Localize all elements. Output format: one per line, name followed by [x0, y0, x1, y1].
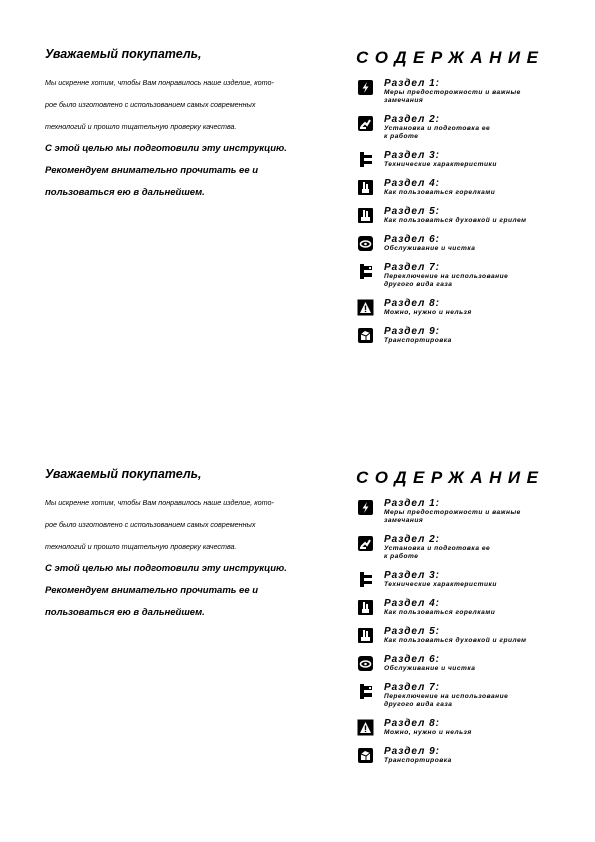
- toc-section-description: Меры предосторожности и важные: [384, 509, 521, 516]
- toc-section-heading: Раздел 4:: [384, 598, 440, 609]
- transport-icon: [357, 327, 374, 344]
- toc-item-section-2: [356, 534, 566, 561]
- intro-line: Мы искренне хотим, чтобы Вам понравилось наше изделие, кото-: [45, 498, 274, 507]
- emphasis-line: Рекомендуем внимательно прочитать ее и: [45, 165, 259, 176]
- toc-section-heading: Раздел 5:: [384, 206, 440, 217]
- toc-section-description: замечания: [384, 97, 424, 104]
- toc-section-description: Переключение на использование: [384, 693, 509, 700]
- toc-item-section-3: [356, 570, 566, 589]
- emphasis-line: С этой целью мы подготовили эту инструкцию.: [45, 143, 287, 154]
- toc-section-description: Обслуживание и чистка: [384, 665, 476, 672]
- toc-section-description: Переключение на использование: [384, 273, 509, 280]
- manual-section-top: [0, 40, 595, 420]
- toc-section-description: Меры предосторожности и важные: [384, 89, 521, 96]
- toc-section-description: Транспортировка: [384, 757, 452, 764]
- install-icon: [357, 535, 374, 552]
- toc-section-description: Как пользоваться духовкой и грилем: [384, 637, 527, 644]
- toc-item-section-3: [356, 150, 566, 169]
- toc-section-heading: Раздел 8:: [384, 718, 440, 729]
- intro-line: технологий и прошло тщательную проверку качества.: [45, 122, 237, 131]
- toc-section-heading: Раздел 9:: [384, 326, 440, 337]
- toc-item-section-5: [356, 206, 566, 225]
- gas-switch-icon: [357, 263, 374, 280]
- emphasis-line: пользоваться ею в дальнейшем.: [45, 607, 205, 618]
- emphasis-line: С этой целью мы подготовили эту инструкцию.: [45, 563, 287, 574]
- toc-item-section-5: [356, 626, 566, 645]
- intro-line: Мы искренне хотим, чтобы Вам понравилось наше изделие, кото-: [45, 78, 274, 87]
- toc-title: СОДЕРЖАНИЕ: [356, 468, 545, 487]
- toc-title: СОДЕРЖАНИЕ: [356, 48, 545, 67]
- toc-section-description: Можно, нужно и нельзя: [384, 729, 472, 736]
- greeting-heading: Уважаемый покупатель,: [45, 47, 202, 61]
- burner-hand-icon: [357, 599, 374, 616]
- toc-section-description: Установка и подготовка ее: [384, 125, 491, 132]
- toc-section-description: Обслуживание и чистка: [384, 245, 476, 252]
- lightning-icon: [357, 79, 374, 96]
- toc-section-heading: Раздел 6:: [384, 654, 440, 665]
- toc-section-heading: Раздел 2:: [384, 534, 440, 545]
- table-of-contents: [356, 48, 566, 354]
- toc-item-section-4: [356, 178, 566, 197]
- toc-item-section-8: [356, 298, 566, 317]
- cleaning-icon: [357, 655, 374, 672]
- toc-section-heading: Раздел 7:: [384, 262, 440, 273]
- toc-section-heading: Раздел 3:: [384, 150, 440, 161]
- intro-line: рое было изготовлено с использованием самых современных: [45, 520, 256, 529]
- toc-section-heading: Раздел 8:: [384, 298, 440, 309]
- welcome-text: [45, 467, 335, 624]
- greeting-heading: Уважаемый покупатель,: [45, 467, 202, 481]
- emphasis-line: Рекомендуем внимательно прочитать ее и: [45, 585, 259, 596]
- toc-section-description: Как пользоваться горелками: [384, 609, 496, 616]
- toc-section-description: Как пользоваться духовкой и грилем: [384, 217, 527, 224]
- toc-item-section-7: [356, 262, 566, 289]
- table-of-contents: [356, 468, 566, 774]
- toc-section-heading: Раздел 1:: [384, 498, 440, 509]
- toc-item-section-1: [356, 78, 566, 105]
- warning-icon: [357, 719, 374, 736]
- toc-item-section-2: [356, 114, 566, 141]
- transport-icon: [357, 747, 374, 764]
- toc-section-heading: Раздел 6:: [384, 234, 440, 245]
- toc-item-section-6: [356, 654, 566, 673]
- warning-icon: [357, 299, 374, 316]
- toc-section-heading: Раздел 2:: [384, 114, 440, 125]
- toc-section-heading: Раздел 7:: [384, 682, 440, 693]
- oven-hand-icon: [357, 627, 374, 644]
- toc-item-section-8: [356, 718, 566, 737]
- toc-item-section-7: [356, 682, 566, 709]
- manual-section-bottom: [0, 460, 595, 840]
- intro-line: рое было изготовлено с использованием самых современных: [45, 100, 256, 109]
- toc-section-description: Транспортировка: [384, 337, 452, 344]
- toc-section-description: Технические характеристики: [384, 161, 497, 168]
- emphasis-line: пользоваться ею в дальнейшем.: [45, 187, 205, 198]
- toc-section-description: Установка и подготовка ее: [384, 545, 491, 552]
- welcome-text: [45, 47, 335, 204]
- gas-switch-icon: [357, 683, 374, 700]
- toc-section-description: Можно, нужно и нельзя: [384, 309, 472, 316]
- toc-item-section-4: [356, 598, 566, 617]
- toc-item-section-9: [356, 326, 566, 345]
- install-icon: [357, 115, 374, 132]
- toc-section-description: Технические характеристики: [384, 581, 497, 588]
- toc-item-section-6: [356, 234, 566, 253]
- lightning-icon: [357, 499, 374, 516]
- specs-icon: [357, 571, 374, 588]
- oven-hand-icon: [357, 207, 374, 224]
- toc-section-heading: Раздел 4:: [384, 178, 440, 189]
- toc-section-description: к работе: [384, 133, 419, 140]
- toc-section-heading: Раздел 1:: [384, 78, 440, 89]
- toc-section-description: другого вида газа: [384, 701, 453, 708]
- toc-section-heading: Раздел 5:: [384, 626, 440, 637]
- cleaning-icon: [357, 235, 374, 252]
- toc-section-heading: Раздел 9:: [384, 746, 440, 757]
- intro-line: технологий и прошло тщательную проверку качества.: [45, 542, 237, 551]
- toc-section-description: другого вида газа: [384, 281, 453, 288]
- toc-section-description: к работе: [384, 553, 419, 560]
- toc-item-section-1: [356, 498, 566, 525]
- toc-section-description: Как пользоваться горелками: [384, 189, 496, 196]
- burner-hand-icon: [357, 179, 374, 196]
- specs-icon: [357, 151, 374, 168]
- toc-item-section-9: [356, 746, 566, 765]
- toc-section-description: замечания: [384, 517, 424, 524]
- toc-section-heading: Раздел 3:: [384, 570, 440, 581]
